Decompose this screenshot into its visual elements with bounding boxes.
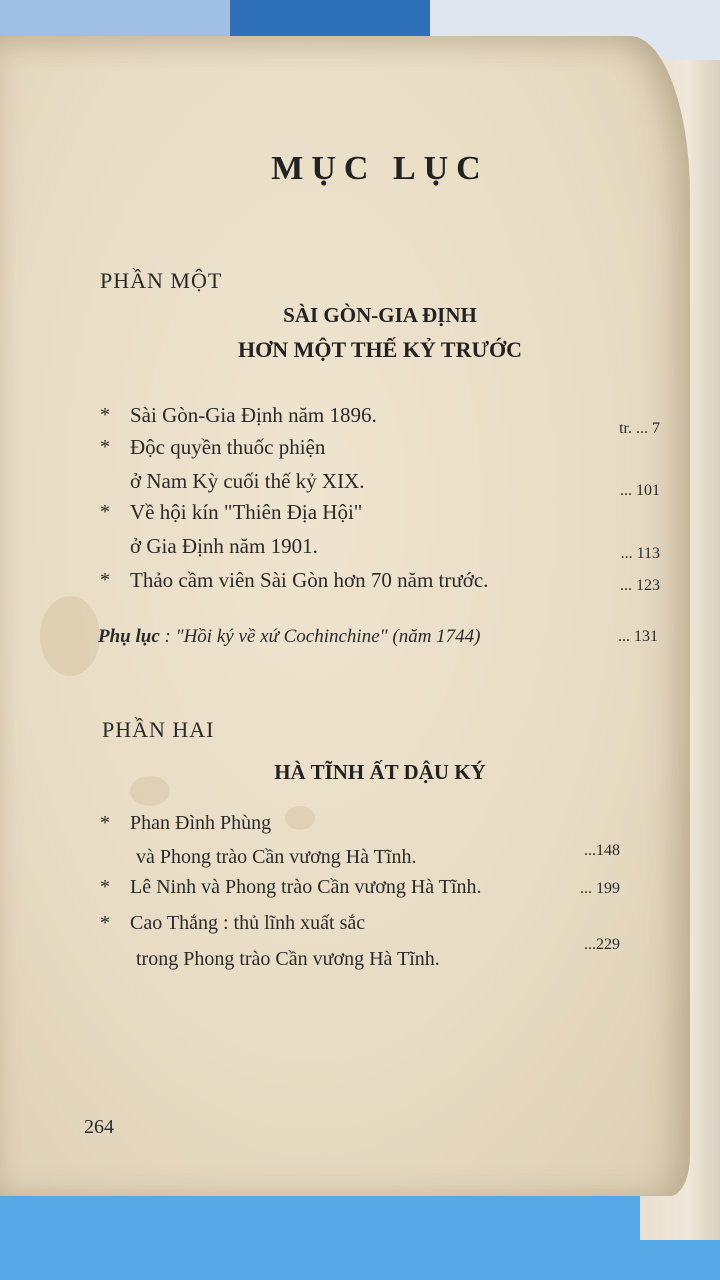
page-number: 264 (84, 1116, 114, 1138)
entry-title-cont: ở Gia Định năm 1901. (130, 534, 318, 558)
appendix-label: Phụ lục (98, 626, 160, 647)
toc-entry[interactable] (100, 870, 660, 904)
bullet-star: * (100, 501, 110, 523)
part-two-label: PHẦN HAI (102, 717, 215, 742)
appendix-title: : "Hồi ký về xứ Cochinchine" (năm 1744) (159, 626, 481, 647)
toc-entry[interactable] (100, 430, 660, 498)
toc-entry[interactable] (100, 398, 660, 437)
bullet-star: * (100, 569, 110, 591)
entry-page: ...148 (584, 842, 620, 859)
bullet-star: * (100, 812, 110, 834)
bullet-star: * (100, 404, 110, 426)
entry-title: Thảo cầm viên Sài Gòn hơn 70 năm trước. (130, 568, 489, 592)
part-one-label: PHẦN MỘT (100, 268, 223, 293)
part-two-heading: HÀ TĨNH ẤT DẬU KÝ (274, 760, 486, 784)
entry-page: ...229 (584, 936, 620, 953)
entry-title: Cao Thắng : thủ lĩnh xuất sắc (130, 912, 366, 934)
appendix-entry[interactable] (98, 626, 658, 648)
background-object (230, 0, 430, 40)
toc-entry[interactable] (100, 906, 660, 974)
entry-title: Về hội kín "Thiên Địa Hội" (130, 500, 363, 524)
entry-title-cont: trong Phong trào Cần vương Hà Tĩnh. (136, 948, 440, 970)
entry-title-cont: ở Nam Kỳ cuối thế kỷ XIX. (130, 469, 365, 493)
entry-page: ... 123 (620, 577, 660, 594)
entry-page: ... 101 (620, 482, 660, 499)
entry-title: Độc quyền thuốc phiện (130, 435, 326, 459)
entry-page: tr. ... 7 (619, 420, 660, 437)
toc-entry[interactable] (100, 806, 660, 874)
entry-title-cont: và Phong trào Cần vương Hà Tĩnh. (136, 846, 417, 868)
bullet-star: * (100, 436, 110, 458)
toc-entry[interactable] (100, 563, 660, 597)
entry-title: Sài Gòn-Gia Định năm 1896. (130, 403, 377, 427)
entry-page: ... 113 (620, 545, 660, 562)
entry-title: Lê Ninh và Phong trào Cần vương Hà Tĩnh. (130, 876, 482, 898)
part-one-heading-line2: HƠN MỘT THẾ KỶ TRƯỚC (237, 337, 522, 362)
part-one-heading-line1: SÀI GÒN-GIA ĐỊNH (283, 303, 477, 327)
appendix-page: ... 131 (618, 628, 658, 645)
page-title: MỤC LỤC (271, 150, 489, 187)
bullet-star: * (100, 876, 110, 898)
book-page (0, 36, 690, 1196)
toc-entry[interactable] (100, 495, 660, 563)
bullet-star: * (100, 912, 110, 934)
entry-title: Phan Đình Phùng (130, 812, 272, 834)
entry-page: ... 199 (580, 880, 620, 897)
